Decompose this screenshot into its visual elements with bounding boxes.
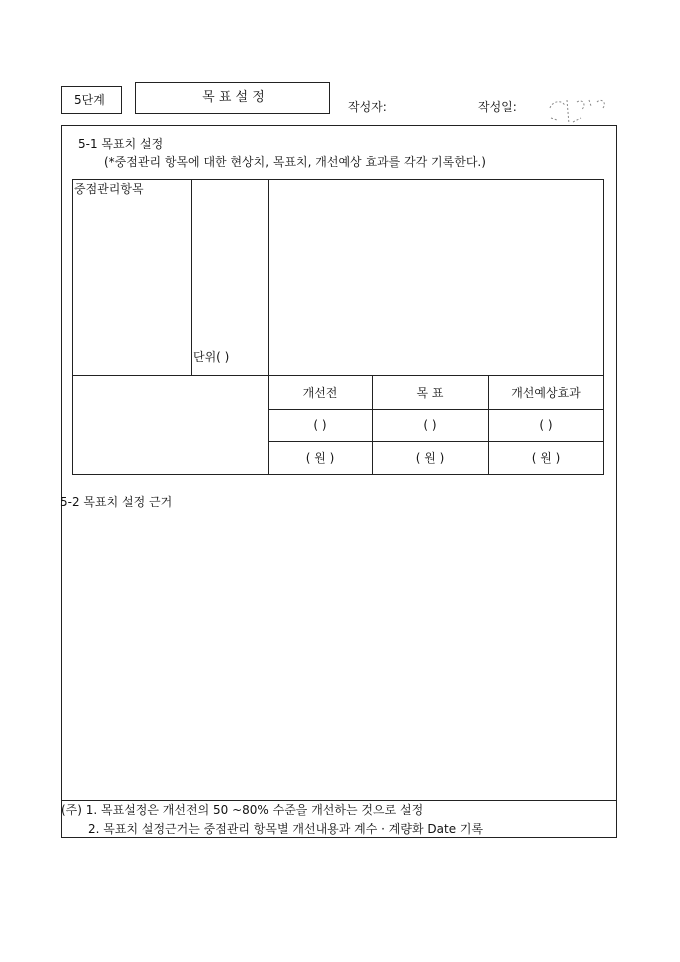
table-divider-h1 (72, 375, 604, 376)
note-1: (주) 1. 목표설정은 개선전의 50 ~80% 수준을 개선하는 것으로 설정 (61, 803, 424, 817)
unit-effect: ( ) (539, 418, 553, 432)
won-target: ( 원 ) (415, 451, 445, 465)
table-divider-h2 (268, 409, 604, 410)
section2-title: 5-2 목표치 설정 근거 (60, 495, 173, 509)
unit-before: ( ) (313, 418, 327, 432)
item-label: 중점관리항목 (74, 182, 144, 196)
won-before: ( 원 ) (305, 451, 335, 465)
table-divider-h3 (268, 441, 604, 442)
won-effect: ( 원 ) (531, 451, 561, 465)
header-target: 목 표 (416, 386, 444, 400)
table-divider-v1 (191, 179, 192, 376)
unit-label: 단위( ) (193, 350, 230, 364)
section1-instruction: (*중점관리 항목에 대한 현상치, 목표치, 개선예상 효과를 각각 기록한다.) (104, 155, 486, 169)
scribble-mark (547, 96, 609, 126)
notes-divider (61, 800, 617, 801)
header-before: 개선전 (302, 386, 338, 400)
step-box (61, 86, 122, 114)
section1-title: 5-1 목표치 설정 (78, 137, 164, 151)
author-label: 작성자: (348, 100, 387, 114)
date-label: 작성일: (478, 100, 517, 114)
note-2: 2. 목표치 설정근거는 중점관리 항목별 개선내용과 계수 · 계량화 Date 기록 (88, 822, 484, 836)
header-effect: 개선예상효과 (511, 386, 581, 400)
unit-target: ( ) (423, 418, 437, 432)
title-box (135, 82, 330, 114)
step-label: 5단계 (74, 93, 105, 107)
page-title: 목 표 설 정 (202, 90, 265, 105)
